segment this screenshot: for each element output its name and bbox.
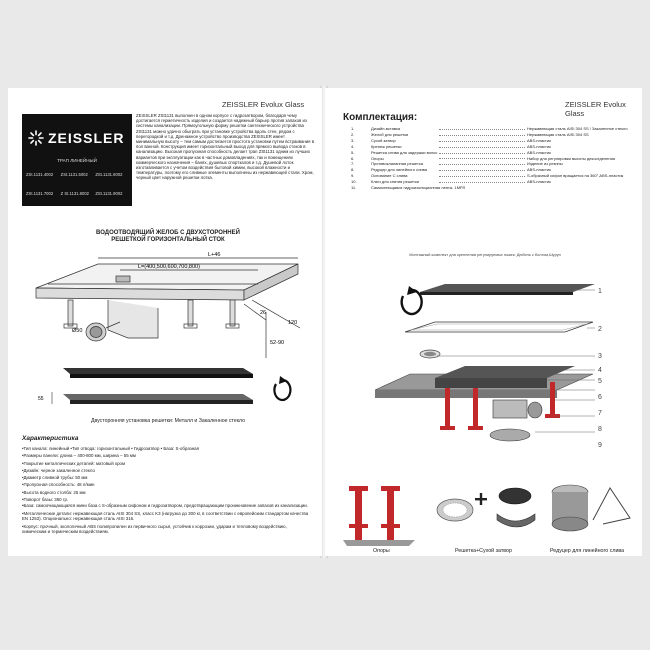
part-name: Сухой затвор bbox=[371, 137, 396, 143]
dim-edge: 55 bbox=[38, 396, 44, 402]
spec-item: •Диаметр сливной трубы: 50 мм bbox=[22, 475, 88, 481]
part-number: 10. bbox=[351, 179, 357, 185]
part-number: 1. bbox=[351, 126, 355, 131]
callout-number: 3 bbox=[598, 353, 602, 360]
page-header: ZEISSLER Evolux Glass bbox=[222, 100, 305, 109]
caption-line: РЕШЕТКОЙ ГОРИЗОНТАЛЬНЫЙ СТОК bbox=[111, 237, 225, 243]
part-number: 9. bbox=[351, 173, 355, 179]
product-code: ZSt.1131.9002 bbox=[95, 191, 123, 196]
dim-length-plus: L+46 bbox=[208, 252, 221, 258]
page-header: ZEISSLER Evolux Glass bbox=[565, 100, 626, 118]
dotted-leader bbox=[439, 167, 525, 171]
dotted-leader bbox=[439, 126, 525, 130]
part-name: Самоклеющаяся гидроизоляционная лента- 1МРЛ bbox=[371, 185, 466, 191]
dim-width-26: 26 bbox=[260, 310, 267, 316]
dotted-leader bbox=[439, 156, 525, 160]
dim-height: 52-90 bbox=[270, 340, 285, 346]
part-number: 6. bbox=[351, 155, 355, 161]
part-material: Нержавеющая сталь AISI 304 SS / Закаленное стекло bbox=[527, 126, 628, 131]
section-caption bbox=[48, 230, 288, 244]
product-subtitle: ТРАП ЛИНЕЙНЫЙ bbox=[57, 158, 97, 163]
part-material: ABS-пластик bbox=[527, 179, 551, 185]
specs-title: Характеристика bbox=[22, 435, 79, 442]
callout-number: 5 bbox=[598, 378, 602, 385]
logo-text: ZEISSLER bbox=[48, 130, 125, 146]
callout-number: 8 bbox=[598, 426, 602, 433]
spec-item: •Корпус: прочный, экологичный ABS полипропилен из первичного сырья, устойчив к коррозии, ударам и тепловому воздействию, химическим и термическим воздействиям. bbox=[22, 523, 287, 534]
dotted-leader bbox=[439, 138, 525, 142]
dotted-leader bbox=[439, 179, 525, 183]
caption-line: ВОДООТВОДЯЩИЙ ЖЕЛОБ С ДВУХСТОРОННЕЙ bbox=[96, 230, 240, 236]
dotted-leader bbox=[439, 144, 525, 148]
part-number: 8. bbox=[351, 167, 355, 173]
supports-illustration bbox=[343, 486, 415, 546]
rotate-arrow-icon bbox=[402, 286, 422, 314]
rotate-arrow-icon bbox=[274, 376, 290, 400]
accessories bbox=[325, 468, 642, 548]
spec-item: •Пропускная способность: 48 л/мин bbox=[22, 482, 95, 488]
callout-number: 4 bbox=[598, 367, 602, 374]
left-page bbox=[8, 88, 322, 556]
parts-list bbox=[351, 126, 631, 191]
reducer-illustration bbox=[552, 485, 630, 531]
part-number: 2. bbox=[351, 131, 355, 137]
spec-item: •Металлические детали: нержавеющая сталь AISI 304 SS, класс K3 (нагрузка до 300 кг, в соответствии с европейским стандартом качества EN 1253). Опционально: нержавеющая сталь AISI 316. bbox=[22, 510, 309, 522]
dim-length: L=(400,500,600,700,800) bbox=[138, 264, 200, 270]
grate-illustration bbox=[437, 488, 535, 527]
part-material: Нержавеющая сталь AISI 304 SS bbox=[527, 131, 589, 137]
part-number: 7. bbox=[351, 161, 355, 167]
dim-diameter: Ø50 bbox=[72, 328, 83, 334]
part-material: ABS-пластик bbox=[527, 143, 551, 149]
spec-item: •Дизайн: черное закаленное стекло bbox=[22, 467, 95, 473]
dotted-leader bbox=[439, 132, 525, 136]
part-name: Опоры bbox=[371, 155, 384, 161]
mount-note: Монтажный комплект для крепления регулируемых ножек: Дюбель с болтом,Шуруп bbox=[409, 252, 561, 257]
part-name: Ключ для снятия решетки bbox=[371, 179, 420, 185]
part-material: Изделие из резины bbox=[527, 161, 563, 167]
part-name: Дизайн-вставка bbox=[371, 126, 401, 131]
part-name: Решетка слива для задержки волос bbox=[371, 149, 438, 155]
part-material: ABS-пластик bbox=[527, 167, 551, 173]
part-name: Противоклапанная решетка bbox=[371, 161, 423, 167]
callout-number: 9 bbox=[598, 442, 602, 449]
part-material: ABS-пластик bbox=[527, 137, 551, 143]
spec-item: •Тип канала: линейный •Тип отвода: горизонтальный • Гидрозатвор • База: S-образная bbox=[22, 446, 199, 451]
product-code: ZSt.1131.5002 bbox=[60, 172, 88, 177]
callout-number: 6 bbox=[598, 394, 602, 401]
callout-number: 2 bbox=[598, 326, 602, 333]
reducer-caption: Редуцер для линейного слива bbox=[550, 548, 625, 554]
part-number: 5. bbox=[351, 149, 355, 155]
dotted-leader bbox=[439, 161, 525, 165]
product-code: Z St.1131.8002 bbox=[60, 191, 89, 196]
spec-item: •Размеры панели: длина – 400-800 мм, ширина – 55 мм bbox=[22, 453, 136, 459]
brand-logo bbox=[28, 130, 128, 146]
right-page bbox=[325, 88, 642, 556]
sun-logo-icon bbox=[28, 130, 44, 146]
part-name: Редуцер для линейного слива bbox=[371, 167, 427, 173]
part-material: ABS-пластик bbox=[527, 149, 551, 155]
part-material: S-образный сифон вращается на 360°,ABS-пластик bbox=[527, 173, 624, 179]
part-row bbox=[351, 185, 631, 191]
product-intro: ZEISSLER ZSt1131 выполнен в одном корпусе с гидрозатвором, благодаря чему достигается герметичность изделия и создается надежный барьер против запахов из системы канализации. Прямоугольную форму решетки сантехнического устройства ZSt1131 можно удачно обыграть при установке устройства вдоль стен, рядом с перегородкой и т.д. Дренажное устройство производства ZEISSLER имеет минимальную высоту – тем самым достигается простота установки путем встраивания в пол ванной. Конструкция имеет горизонтальный выход для прямого вывода стоков в канализацию. Высокая пропускная способность делает трап ZSt1131 одним из лучших вариантов при эксплуатации как в частных домовладениях, так и помещениях коммерческого назначения – банях, душевых спортзалов и т.д. Душевой лоток изготавливается с учетом воздействия бытовой химии, высокой влажности и температуры, поэтому его сливные элементы выполнены из нержавеющей стали. Хром, черный цвет наружной решетки лотка. bbox=[136, 113, 314, 181]
product-code: ZSt.1131.7002 bbox=[26, 191, 54, 196]
part-name: Основание С слива bbox=[371, 173, 408, 179]
product-codes bbox=[26, 172, 130, 196]
grate-caption: Решетка+Сухой затвор bbox=[455, 548, 512, 554]
spec-item: •База: самоочищающаяся мини база с S-образным сифоном и гидрозатвором, предотвращающим проникновение запахов из канализации. bbox=[22, 503, 308, 509]
dotted-leader bbox=[439, 173, 525, 177]
page-title: Комплектация: bbox=[343, 112, 418, 123]
spec-item: •Покрытие металлических деталей: матовый хром bbox=[22, 460, 125, 466]
specs-list bbox=[22, 445, 312, 534]
callout-number: 1 bbox=[598, 288, 602, 295]
spec-item: •Поворот базы: 360 гр. bbox=[22, 497, 69, 503]
exploded-view bbox=[325, 260, 642, 450]
part-number: 11. bbox=[351, 185, 357, 191]
part-name: Крепеж решетки bbox=[371, 143, 402, 149]
brand-box bbox=[22, 114, 132, 206]
dim-width-120: 120 bbox=[288, 320, 298, 326]
part-name: Желоб для решетки bbox=[371, 131, 409, 137]
spec-item: •Высота водного столба: 25 мм bbox=[22, 489, 86, 495]
product-code: ZSt.1131.6002 bbox=[95, 172, 123, 177]
dotted-leader bbox=[439, 150, 525, 154]
plus-icon bbox=[475, 493, 487, 505]
grate-illustration bbox=[8, 356, 322, 416]
grate-caption: Двусторонняя установка решетки: Металл и Закаленное стекло bbox=[90, 418, 246, 424]
part-material: Набор для регулировки высоты декоотделения bbox=[527, 155, 615, 161]
part-number: 3. bbox=[351, 137, 355, 143]
product-code: ZSt.1131.4002 bbox=[26, 172, 54, 177]
part-number: 4. bbox=[351, 143, 355, 149]
callout-number: 7 bbox=[598, 410, 602, 417]
supports-caption: Опоры bbox=[373, 548, 390, 554]
